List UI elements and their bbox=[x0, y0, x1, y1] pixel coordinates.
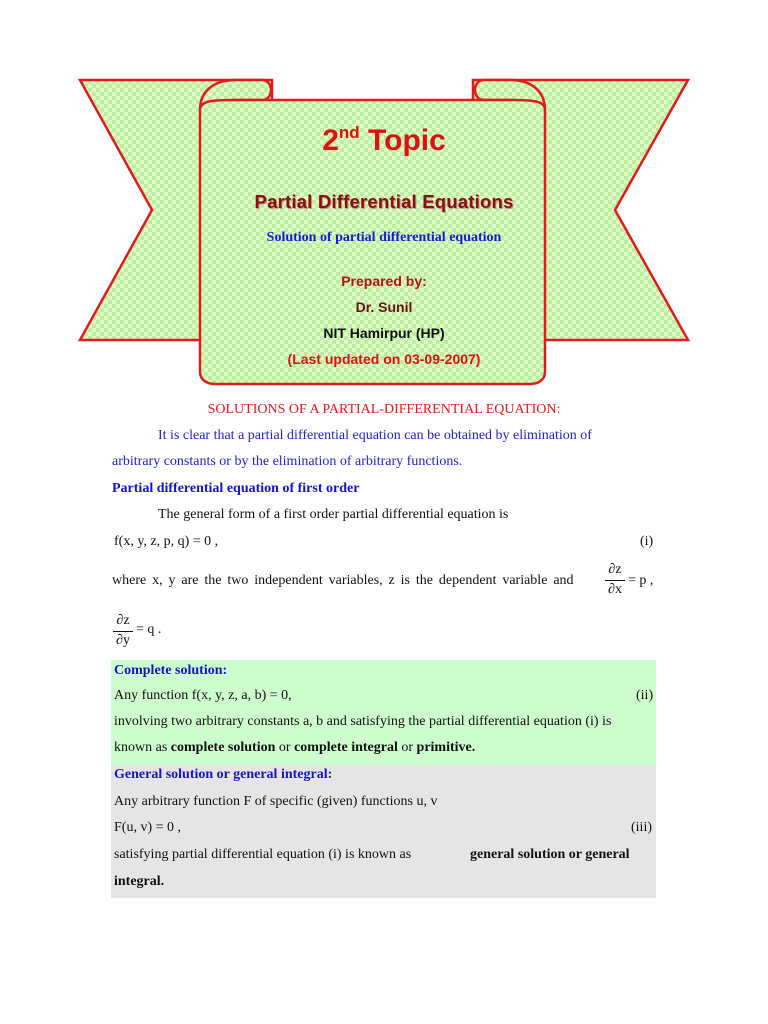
complete-line-3 bbox=[114, 741, 475, 755]
intro-line-2: arbitrary constants or by the elimination of arbitrary functions. bbox=[112, 454, 463, 469]
text-fragment: or bbox=[275, 740, 295, 755]
author-name: Dr. Sunil bbox=[355, 299, 413, 315]
dz-dy-numerator: ∂z bbox=[116, 613, 130, 628]
intro-line-1: It is clear that a partial differential equation can be obtained by elimination of bbox=[158, 428, 592, 443]
last-updated: (Last updated on 03-09-2007) bbox=[287, 351, 481, 367]
topic-title bbox=[0, 124, 768, 156]
text-fragment: known as bbox=[114, 740, 171, 755]
dz-dy-denominator: ∂y bbox=[116, 633, 130, 648]
subject-subtitle: Solution of partial differential equation bbox=[266, 230, 502, 245]
general-solution-heading: General solution or general integral: bbox=[114, 767, 333, 782]
equation-iii-number: (iii) bbox=[631, 820, 652, 835]
equation-ii-number: (ii) bbox=[636, 688, 654, 703]
institute-name: NIT Hamirpur (HP) bbox=[323, 325, 445, 341]
prepared-by-label: Prepared by: bbox=[341, 273, 427, 289]
text-fragment: or bbox=[397, 740, 417, 755]
dz-dx-numerator: ∂z bbox=[608, 562, 622, 577]
equation-iii: F(u, v) = 0 , bbox=[114, 820, 182, 835]
term-complete-solution: complete solution bbox=[170, 740, 276, 755]
general-line-2a: satisfying partial differential equation (i) is known as bbox=[114, 847, 412, 862]
topic-number: 2 bbox=[322, 124, 339, 157]
first-order-heading: Partial differential equation of first order bbox=[112, 481, 360, 496]
topic-suffix: nd bbox=[338, 123, 360, 142]
term-complete-integral: complete integral bbox=[294, 740, 398, 755]
complete-line-2: involving two arbitrary constants a, b and satisfying the partial differential equation (i) is bbox=[114, 714, 612, 729]
dz-dy-rhs: = q . bbox=[136, 622, 162, 637]
term-integral: integral. bbox=[114, 874, 165, 889]
equation-i: f(x, y, z, p, q) = 0 , bbox=[114, 534, 219, 549]
subject-title: Partial Differential Equations bbox=[254, 191, 514, 212]
dz-dx-denominator: ∂x bbox=[608, 582, 622, 597]
dz-dy-fraction bbox=[113, 614, 133, 648]
dz-dx-rhs: = p , bbox=[628, 573, 654, 588]
topic-word: Topic bbox=[368, 124, 446, 157]
equation-i-number: (i) bbox=[640, 534, 654, 549]
dz-dx-fraction bbox=[605, 563, 625, 597]
fraction-bar bbox=[113, 631, 133, 632]
fraction-bar bbox=[605, 580, 625, 581]
section-heading: SOLUTIONS OF A PARTIAL-DIFFERENTIAL EQUATION: bbox=[207, 402, 561, 417]
general-solution-box bbox=[111, 765, 656, 898]
complete-solution-heading: Complete solution: bbox=[114, 663, 228, 678]
where-text: where x, y are the two independent variables, z is the dependent variable and bbox=[112, 573, 574, 588]
general-line-1: Any arbitrary function F of specific (given) functions u, v bbox=[114, 794, 438, 809]
complete-line-1: Any function f(x, y, z, a, b) = 0, bbox=[114, 688, 292, 703]
general-form-text: The general form of a first order partial differential equation is bbox=[158, 507, 509, 522]
term-primitive: primitive. bbox=[416, 740, 476, 755]
term-general-solution: general solution or general bbox=[470, 847, 630, 862]
